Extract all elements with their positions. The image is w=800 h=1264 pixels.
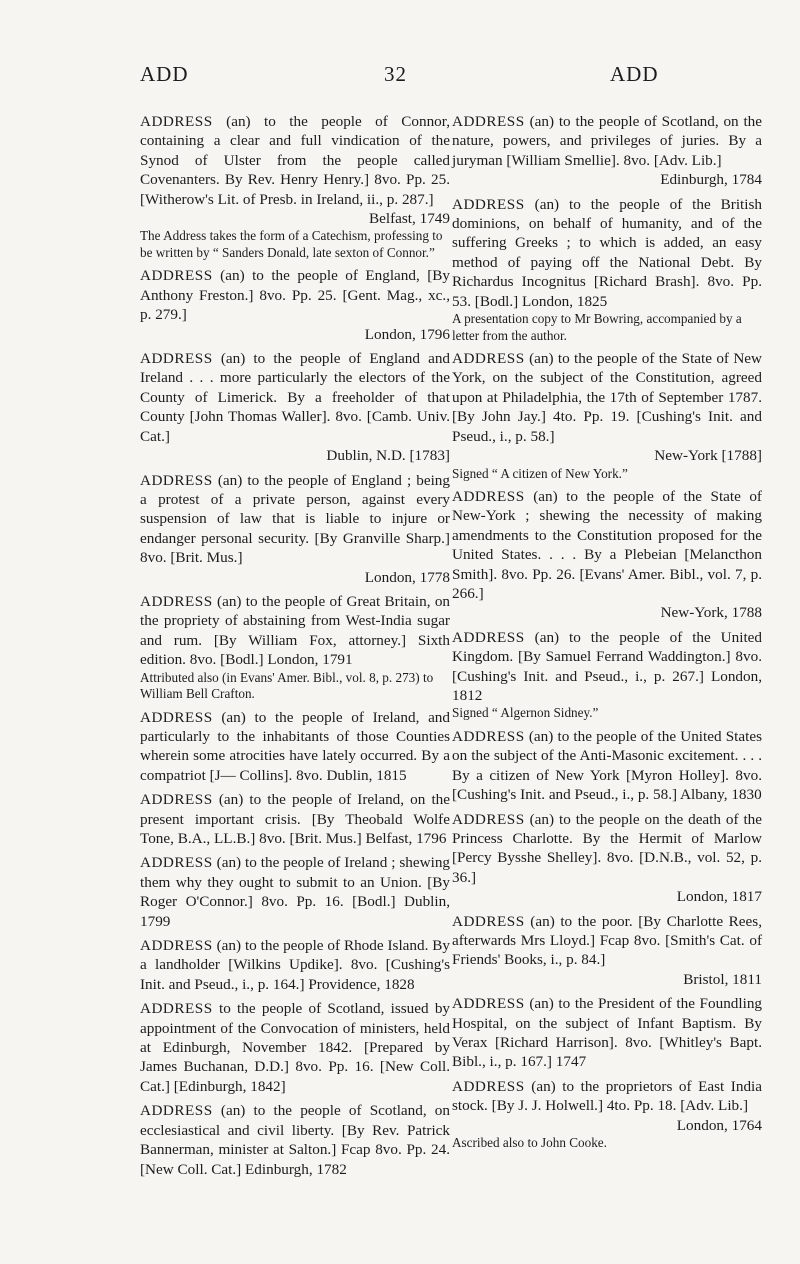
- entry-text: (an) to the people of the State of New-York ; shewing the necessity of making amendments to the Constitution proposed for the United States. . . . By a Plebeian [Melancthon Smith]. 8vo. Pp. 26. [Evans' Amer. Bibl., vol. 7, p. 266.]: [452, 488, 762, 603]
- entry-text: (an) to the proprietors of East India stock. [By J. J. Holwell.] 4to. Pp. 18. [Adv. Lib.]: [452, 1077, 762, 1115]
- entry-imprint: London, 1778: [364, 568, 450, 586]
- entry-paragraph: [452, 195, 762, 311]
- entry-text: (an) to the people of Scotland, on ecclesiastical and civil liberty. [By Rev. Patrick Bannerman, minister at Salton.] Fcap 8vo. Pp. 24. [New Coll. Cat.] Edinburgh, 1782: [140, 1102, 450, 1178]
- entry-imprint: London, 1817: [676, 888, 762, 906]
- bibliography-entry: [140, 936, 450, 994]
- entry-paragraph: [140, 790, 450, 848]
- bibliography-entry: [452, 1077, 762, 1152]
- entry-paragraph: [140, 853, 450, 931]
- entry-note: Signed “ A citizen of New York.”: [452, 465, 628, 481]
- entry-note: Ascribed also to John Cooke.: [452, 1135, 607, 1151]
- entry-text: (an) to the people of Ireland, and particularly to the inhabitants of those Counties wherein some atrocities have lately occurred. By a compatriot [J— Collins]. 8vo. Dublin, 1815: [140, 708, 450, 784]
- entry-text: (an) to the people of the United States on the subject of the Anti-Masonic excitement. . . . By a citizen of New York [Myron Holley]. 8vo. [Cushing's Init. and Pseud., i., p. 58.] Albany, 1830: [452, 727, 763, 804]
- entry-paragraph: [452, 1077, 762, 1116]
- page-number: 32: [384, 62, 407, 86]
- entry-paragraph: [452, 628, 762, 706]
- entry-heading: ADDRESS: [452, 727, 525, 745]
- entry-heading: ADDRESS: [140, 791, 213, 809]
- entry-text: (an) to the people of Ireland, on the present important crisis. [By Theobald Wolfe Tone, B.A., LL.B.] 8vo. [Brit. Mus.] Belfast, 1796: [140, 791, 451, 847]
- entry-paragraph: [140, 936, 450, 994]
- page-header: [0, 62, 800, 92]
- entry-note: Signed “ Algernon Sidney.”: [452, 705, 599, 721]
- bibliography-entry: [140, 266, 450, 344]
- bibliography-entry: [140, 471, 450, 587]
- entry-text: (an) to the people of Ireland ; shewing them why they ought to submit to an Union. [By Roger O'Connor.] 8vo. Pp. 16. [Bodl.] Dublin, 1799: [140, 854, 451, 930]
- entry-imprint: Dublin, N.D. [1783]: [326, 447, 450, 465]
- bibliography-entry: [140, 1101, 450, 1179]
- entry-note: The Address takes the form of a Catechism, professing to be written by “ Sanders Donald, late sexton of Connor.”: [140, 228, 443, 260]
- entry-paragraph: [452, 810, 762, 888]
- entry-note: Attributed also (in Evans' Amer. Bibl., vol. 8, p. 273) to William Bell Crafton.: [140, 669, 434, 702]
- entry-heading: ADDRESS: [140, 592, 213, 610]
- entry-heading: ADDRESS: [452, 113, 525, 130]
- bibliography-entry: [452, 349, 762, 482]
- entry-text: (an) to the people of Great Britain, on the propriety of abstaining from West-India sugar and rum. [By William Fox, attorney.] Sixth edition. 8vo. [Bodl.] London, 1791: [140, 592, 451, 669]
- running-head-right: ADD: [610, 62, 659, 86]
- bibliography-entry: [140, 708, 450, 786]
- entry-imprint: London, 1764: [676, 1116, 762, 1134]
- entry-heading: ADDRESS: [140, 1102, 213, 1120]
- bibliography-entry: [140, 853, 450, 931]
- entry-text: (an) to the people of England and Ireland . . . more particularly the electors of the County of Limerick. By a freeholder of that County [John Thomas Waller]. 8vo. [Camb. Univ. Cat.]: [140, 350, 451, 445]
- bibliography-entry: [452, 912, 762, 990]
- entry-paragraph: [452, 994, 762, 1072]
- bibliography-entry: [452, 994, 762, 1072]
- entry-heading: ADDRESS: [140, 471, 213, 489]
- bibliography-entry: [452, 195, 762, 344]
- bibliography-entry: [452, 112, 762, 190]
- entry-text: (an) to the poor. [By Charlotte Rees, afterwards Mrs Lloyd.] Fcap 8vo. [Smith's Cat. of Friends' Books, i., p. 84.]: [452, 912, 762, 969]
- entry-heading: ADDRESS: [452, 195, 525, 213]
- entry-text: to the people of Scotland, issued by appointment of the Convocation of ministers, held at Edinburgh, November 1842. [Prepared by James Buchanan, D.D.] 8vo. Pp. 16. [New Coll. Cat.] [Edinburgh, 1842]: [140, 1000, 451, 1095]
- entry-heading: ADDRESS: [452, 912, 525, 930]
- bibliography-entry: [452, 727, 762, 805]
- right-column: [452, 112, 762, 1157]
- bibliography-entry: [452, 628, 762, 722]
- entry-imprint: Edinburgh, 1784: [660, 171, 762, 189]
- entry-paragraph: [452, 112, 762, 170]
- left-column: [140, 112, 450, 1184]
- entry-text: (an) to the people on the death of the Princess Charlotte. By the Hermit of Marlow [Percy Bysshe Shelley]. 8vo. [D.N.B., vol. 52, p. 36.]: [452, 810, 762, 886]
- entry-paragraph: [452, 912, 762, 970]
- entry-heading: ADDRESS: [140, 113, 213, 130]
- entry-paragraph: [140, 349, 450, 446]
- entry-imprint: Belfast, 1749: [369, 210, 450, 228]
- entry-text: (an) to the people of the United Kingdom. [By Samuel Ferrand Waddington.] 8vo. [Cushing's Init. and Pseud., i., p. 267.] London, 1812: [452, 628, 762, 705]
- entry-paragraph: [140, 266, 450, 324]
- entry-heading: ADDRESS: [140, 1000, 213, 1018]
- entry-text: (an) to the President of the Foundling Hospital, on the subject of Infant Baptism. By Verax [Richard Harrison]. 8vo. [Whitley's Bapt. Bibl., i., p. 167.] 1747: [452, 995, 763, 1071]
- entry-heading: ADDRESS: [140, 937, 213, 955]
- entry-paragraph: [140, 592, 450, 670]
- entry-paragraph: [452, 487, 762, 603]
- entry-heading: ADDRESS: [452, 350, 525, 368]
- entry-imprint: New-York [1788]: [654, 447, 762, 465]
- entry-heading: ADDRESS: [452, 628, 525, 646]
- entry-paragraph: [140, 1101, 450, 1179]
- entry-paragraph: [452, 349, 762, 446]
- entry-text: (an) to the people of Scotland, on the nature, powers, and privileges of juries. By a juryman [William Smellie]. 8vo. [Adv. Lib.]: [452, 113, 763, 169]
- entry-paragraph: [140, 471, 450, 568]
- bibliography-entry: [140, 999, 450, 1096]
- entry-heading: ADDRESS: [140, 267, 213, 285]
- entry-text: (an) to the people of Connor, containing a clear and full vindication of the Synod of Ulster from the people called Covenanters. By Rev. Henry Henry.] 8vo. Pp. 25. [Witherow's Lit. of Presb. in Ireland, ii., p. 287.]: [140, 113, 451, 208]
- entry-text: (an) to the people of the State of New York, on the subject of the Constitution, agreed upon at Philadelphia, the 17th of September 1787. [By John Jay.] 4to. Pp. 19. [Cushing's Init. and Pseud., i., p. 58.]: [452, 350, 762, 445]
- entry-text: (an) to the people of England, [By Anthony Freston.] 8vo. Pp. 25. [Gent. Mag., xc., p. 279.]: [140, 267, 450, 324]
- entry-heading: ADDRESS: [140, 350, 213, 368]
- entry-paragraph: [452, 727, 762, 805]
- entry-paragraph: [140, 112, 450, 209]
- entry-text: (an) to the people of England ; being a protest of a private person, against every suspension of law that is liable to injure or endanger personal security. [By Granville Sharp.] 8vo. [Brit. Mus.]: [140, 471, 450, 567]
- entry-heading: ADDRESS: [452, 488, 525, 505]
- entry-heading: ADDRESS: [140, 854, 213, 872]
- entry-heading: ADDRESS: [140, 708, 213, 726]
- bibliography-entry: [140, 592, 450, 703]
- entry-imprint: New-York, 1788: [660, 604, 762, 622]
- bibliography-entry: [140, 349, 450, 465]
- bibliography-entry: [452, 487, 762, 623]
- entry-imprint: London, 1796: [364, 325, 450, 343]
- bibliography-entry: [140, 112, 450, 261]
- entry-paragraph: [140, 999, 450, 1096]
- running-head-left: ADD: [140, 62, 189, 86]
- bibliography-entry: [140, 790, 450, 848]
- entry-text: (an) to the people of Rhode Island. By a landholder [Wilkins Updike]. 8vo. [Cushing's Init. and Pseud., i., p. 164.] Providence, 1828: [140, 937, 451, 993]
- entry-text: (an) to the people of the British dominions, on behalf of humanity, and of the suffering Greeks ; to which is added, an easy method of paying off the National Debt. By Richardus Incognitus [Richard Brash]. 8vo. Pp. 53. [Bodl.] London, 1825: [452, 195, 763, 310]
- entry-heading: ADDRESS: [452, 1077, 525, 1095]
- entry-note: A presentation copy to Mr Bowring, accompanied by a letter from the author.: [452, 311, 742, 343]
- bibliography-entry: [452, 810, 762, 907]
- entry-heading: ADDRESS: [452, 995, 525, 1013]
- entry-heading: ADDRESS: [452, 810, 525, 828]
- entry-paragraph: [140, 708, 450, 786]
- entry-imprint: Bristol, 1811: [683, 970, 762, 988]
